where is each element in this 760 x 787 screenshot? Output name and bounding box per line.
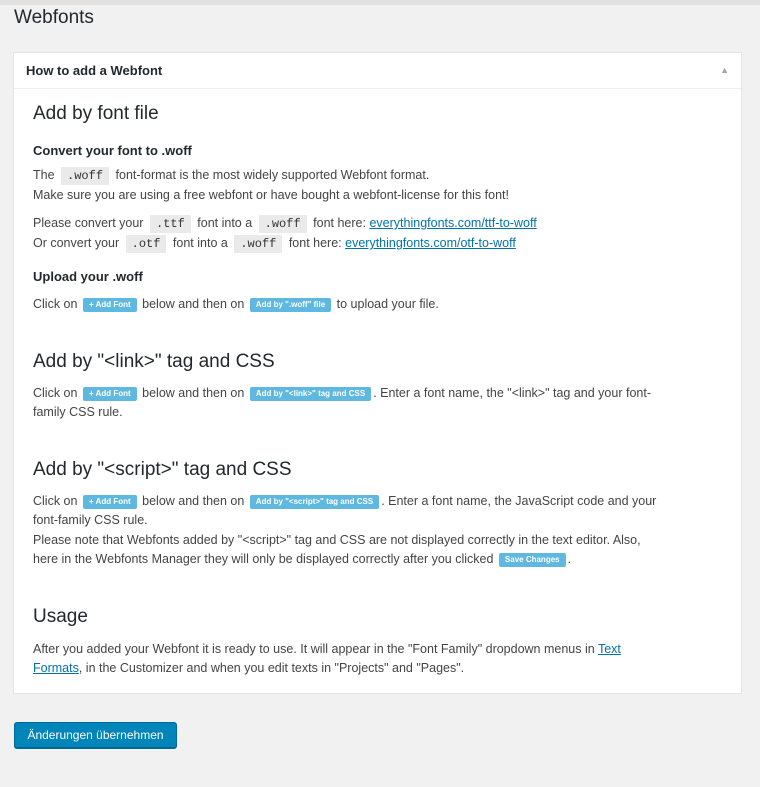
paragraph-link-line1 [33, 384, 651, 402]
code-woff: .woff [259, 215, 307, 233]
paragraph-usage-line1 [33, 640, 621, 658]
text: font into a [172, 236, 228, 250]
collapse-toggle-icon[interactable]: ▲ [720, 65, 729, 75]
link-text-formats[interactable]: Text [597, 642, 621, 656]
save-changes-badge: Save Changes [499, 553, 566, 567]
paragraph-usage-line2 [33, 659, 464, 677]
add-by-link-badge: Add by "<link>" tag and CSS [250, 387, 371, 401]
admin-top-strip [0, 0, 760, 5]
paragraph-script-line1 [33, 492, 656, 510]
save-changes-button[interactable]: Änderungen übernehmen [14, 722, 177, 748]
text: font-format is the most widely supported Webfont format. [115, 168, 430, 182]
text: After you added your Webfont it is ready to use. It will appear in the "Font Family" dropdown menus in [33, 642, 595, 656]
add-font-badge: + Add Font [83, 387, 137, 401]
paragraph-note-line2 [33, 550, 571, 568]
code-ttf: .ttf [150, 215, 191, 233]
text: . Enter a font name, the "<link>" tag and your font- [373, 386, 651, 400]
code-woff: .woff [234, 235, 282, 253]
text: below and then on [142, 494, 245, 508]
add-font-badge: + Add Font [83, 495, 137, 509]
code-otf: .otf [126, 235, 167, 253]
link-text-formats[interactable]: Formats [33, 661, 79, 675]
heading-add-by-link: Add by "<link>" tag and CSS [33, 351, 275, 372]
page-title: Webfonts [14, 7, 94, 28]
text: font into a [197, 216, 253, 230]
heading-usage: Usage [33, 606, 88, 627]
text: to upload your file. [336, 297, 439, 311]
subheading-convert: Convert your font to .woff [33, 143, 192, 158]
box-header[interactable] [14, 53, 741, 89]
box-title: How to add a Webfont [26, 63, 163, 78]
text: below and then on [142, 297, 245, 311]
text: Please convert your [33, 216, 144, 230]
heading-add-by-script: Add by "<script>" tag and CSS [33, 459, 292, 480]
link-otf-to-woff[interactable]: everythingfonts.com/otf-to-woff [345, 236, 516, 250]
text: Click on [33, 494, 78, 508]
paragraph-woff-format [33, 166, 429, 185]
text: , in the Customizer and when you edit texts in "Projects" and "Pages". [78, 661, 465, 675]
text: below and then on [142, 386, 245, 400]
text: Or convert your [33, 236, 120, 250]
paragraph-license: Make sure you are using a free webfont or have bought a webfont-license for this font! [33, 188, 509, 202]
webfont-howto-box [13, 52, 742, 694]
text: Click on [33, 297, 78, 311]
paragraph-note-line1: Please note that Webfonts added by "<script>" tag and CSS are not displayed correctly in the text editor. Also, [33, 533, 641, 547]
add-by-script-badge: Add by "<script>" tag and CSS [250, 495, 379, 509]
add-font-badge: + Add Font [83, 298, 137, 312]
text: font here: [288, 236, 342, 250]
code-woff: .woff [61, 167, 109, 185]
paragraph-convert-ttf [33, 214, 537, 233]
subheading-upload: Upload your .woff [33, 269, 143, 284]
paragraph-convert-otf [33, 234, 516, 253]
paragraph-upload [33, 295, 439, 313]
paragraph-script-line2: font-family CSS rule. [33, 513, 148, 527]
paragraph-link-line2: family CSS rule. [33, 405, 123, 419]
text: . [567, 552, 572, 566]
text: here in the Webfonts Manager they will only be displayed correctly after you clicked [33, 552, 494, 566]
add-by-woff-badge: Add by ".woff" file [250, 298, 331, 312]
text: . Enter a font name, the JavaScript code and your [381, 494, 657, 508]
text: The [33, 168, 55, 182]
heading-add-by-font-file: Add by font file [33, 103, 159, 124]
link-ttf-to-woff[interactable]: everythingfonts.com/ttf-to-woff [369, 216, 537, 230]
text: font here: [313, 216, 366, 230]
text: Click on [33, 386, 78, 400]
